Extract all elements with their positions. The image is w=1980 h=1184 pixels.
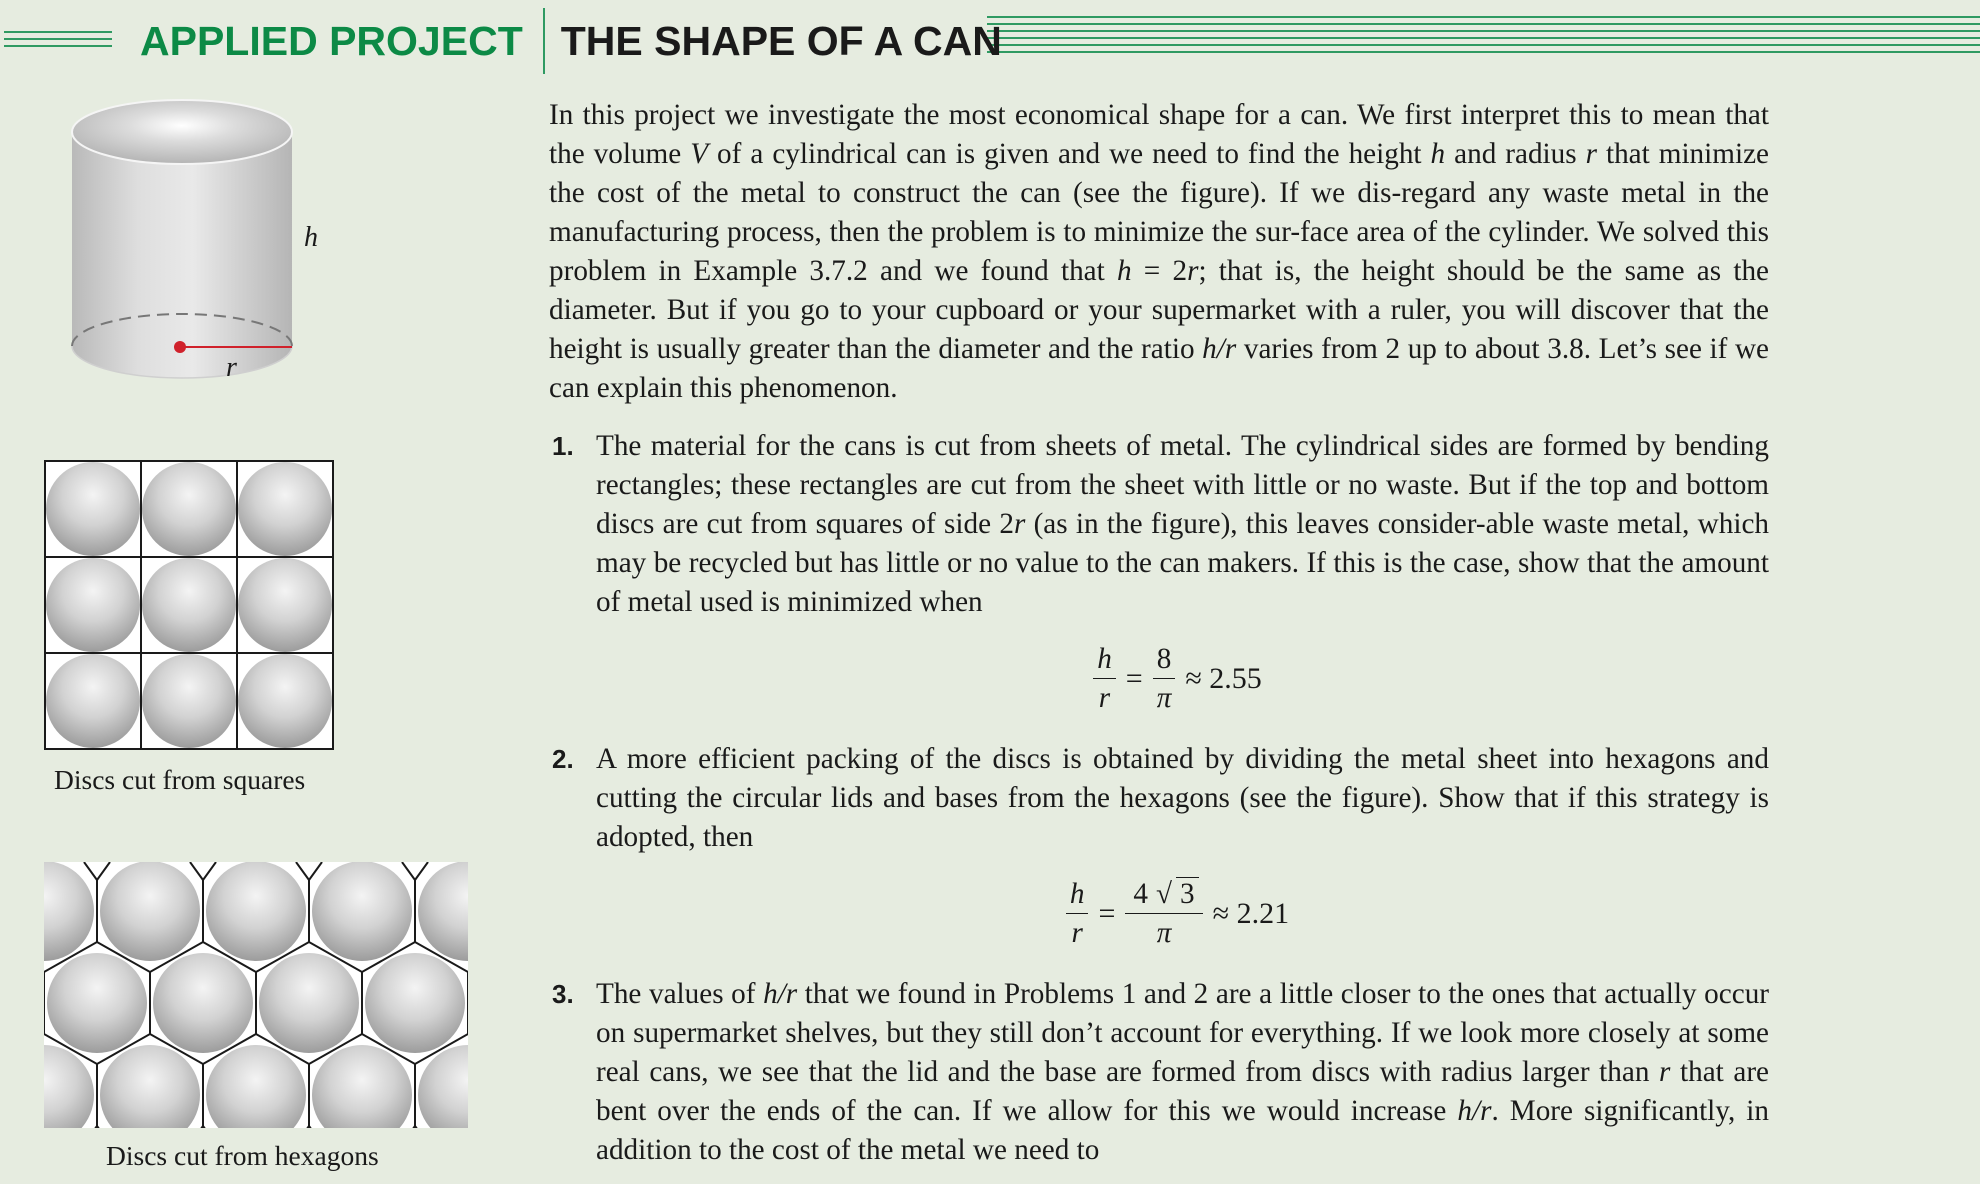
problem-number: 1.	[552, 431, 574, 461]
problem-3	[549, 975, 1769, 1170]
volume-variable: V	[690, 138, 709, 170]
problem-number: 3.	[552, 979, 574, 1009]
squares-caption: Discs cut from squares	[54, 764, 306, 795]
header-banner	[140, 8, 1002, 74]
radius-variable: r	[1659, 1056, 1671, 1088]
intro-text: ; that is, the height should be the same as the diameter. But if you go to your cupboard or your supermarket with a ruler, you will discover that the height is usually greater than the diameter and the ratio	[549, 255, 1769, 365]
ratio-expression: h/r	[1202, 333, 1237, 365]
project-label: APPLIED PROJECT	[140, 17, 523, 64]
intro-text: that minimize the cost of the metal to construct the can (see the figure). If we dis-regard any waste metal in the manufacturing process, then the problem is to minimize the sur-face area of the cylinder. We solved this problem in Example 3.7.2 and we found that	[549, 138, 1769, 287]
intro-text: and radius	[1445, 138, 1586, 170]
header-separator	[543, 8, 545, 74]
radius-variable: r	[1585, 138, 1597, 170]
coefficient: 4	[1133, 877, 1148, 910]
fraction-h-over-r	[1066, 875, 1089, 952]
numerator: h	[1066, 875, 1089, 914]
ratio-expression: h/r	[763, 978, 798, 1010]
problem-1	[549, 427, 1769, 718]
numerator: h	[1093, 640, 1116, 679]
hexagons-caption: Discs cut from hexagons	[106, 1140, 379, 1171]
intro-text: In this project we investigate the most economical shape for a can. We first interpret this to mean that the volume	[549, 99, 1769, 170]
approx-value: ≈ 2.55	[1185, 661, 1262, 695]
center-point	[174, 341, 186, 353]
fraction-4root3-over-pi	[1125, 875, 1202, 952]
problem-text: (as in the figure), this leaves consider-able waste metal, which may be recycled but has little or no value to the can makers. If this is the case, show that the amount of metal used is minimized when	[596, 508, 1769, 618]
problem-text: that we found in Problems 1 and 2 are a little closer to the ones that actually occur on supermarket shelves, but they still don’t account for everything. If we look more closely at some real cans, we see that the lid and the base are formed from discs with radius larger than	[596, 978, 1770, 1088]
denominator: r	[1071, 916, 1083, 949]
intro-paragraph	[549, 96, 1769, 408]
main-text	[549, 96, 1769, 1170]
intro-text: varies from 2 up to about 3.8. Let’s see if we can explain this phenomenon.	[549, 333, 1769, 404]
ratio-expression: h/r	[1457, 1095, 1492, 1127]
intro-text: of a cylindrical can is given and we need to find the height	[708, 138, 1431, 170]
problem-2	[549, 740, 1769, 953]
problem-text: A more efficient packing of the discs is obtained by dividing the metal sheet into hexagons and cutting the circular lids and bases from the hexagons (see the figure). Show that if this strategy is adopted, then	[596, 743, 1769, 853]
can-top	[72, 100, 292, 164]
radius-variable: r	[1187, 255, 1199, 287]
radius-variable: r	[1013, 508, 1026, 540]
approx-value: ≈ 2.21	[1212, 896, 1290, 930]
numerator	[1125, 875, 1202, 914]
radius-label: r	[226, 352, 237, 383]
can-body	[72, 132, 292, 378]
header-rule-left	[4, 31, 112, 52]
radicand: 3	[1176, 877, 1199, 910]
height-variable: h	[1116, 255, 1132, 287]
problem-text: . More significantly, in addition to the cost of the metal we need to	[596, 1095, 1770, 1166]
denominator: r	[1098, 681, 1111, 714]
page-title: THE SHAPE OF A CAN	[560, 17, 1002, 64]
can-figure	[60, 92, 320, 392]
denominator: π	[1156, 916, 1172, 949]
hexagons-figure	[44, 862, 468, 1128]
fraction-h-over-r	[1093, 640, 1116, 717]
height-variable: h	[1430, 138, 1446, 170]
equals-sign: =	[1125, 661, 1143, 695]
height-label: h	[304, 222, 318, 253]
equation-1	[596, 638, 1769, 718]
equation-2	[596, 873, 1769, 953]
intro-text: = 2	[1131, 255, 1188, 287]
denominator: π	[1156, 681, 1172, 714]
square-discs	[46, 462, 332, 748]
header-rule-right	[987, 16, 1980, 58]
sqrt-sign: √	[1156, 877, 1173, 910]
equals-sign: =	[1098, 896, 1116, 930]
problem-text: that are bent over the ends of the can. If we allow for this we would increase	[596, 1056, 1769, 1127]
problem-text: The values of	[596, 978, 764, 1010]
numerator: 8	[1153, 640, 1176, 679]
problem-text: The material for the cans is cut from sheets of metal. The cylindrical sides are formed by bending rectangles; these rectangles are cut from the sheet with little or no waste. But if the top and bottom discs are cut from squares of side 2	[596, 430, 1769, 540]
squares-figure	[44, 460, 336, 750]
problem-number: 2.	[552, 744, 574, 774]
fraction-8-over-pi	[1153, 640, 1176, 717]
